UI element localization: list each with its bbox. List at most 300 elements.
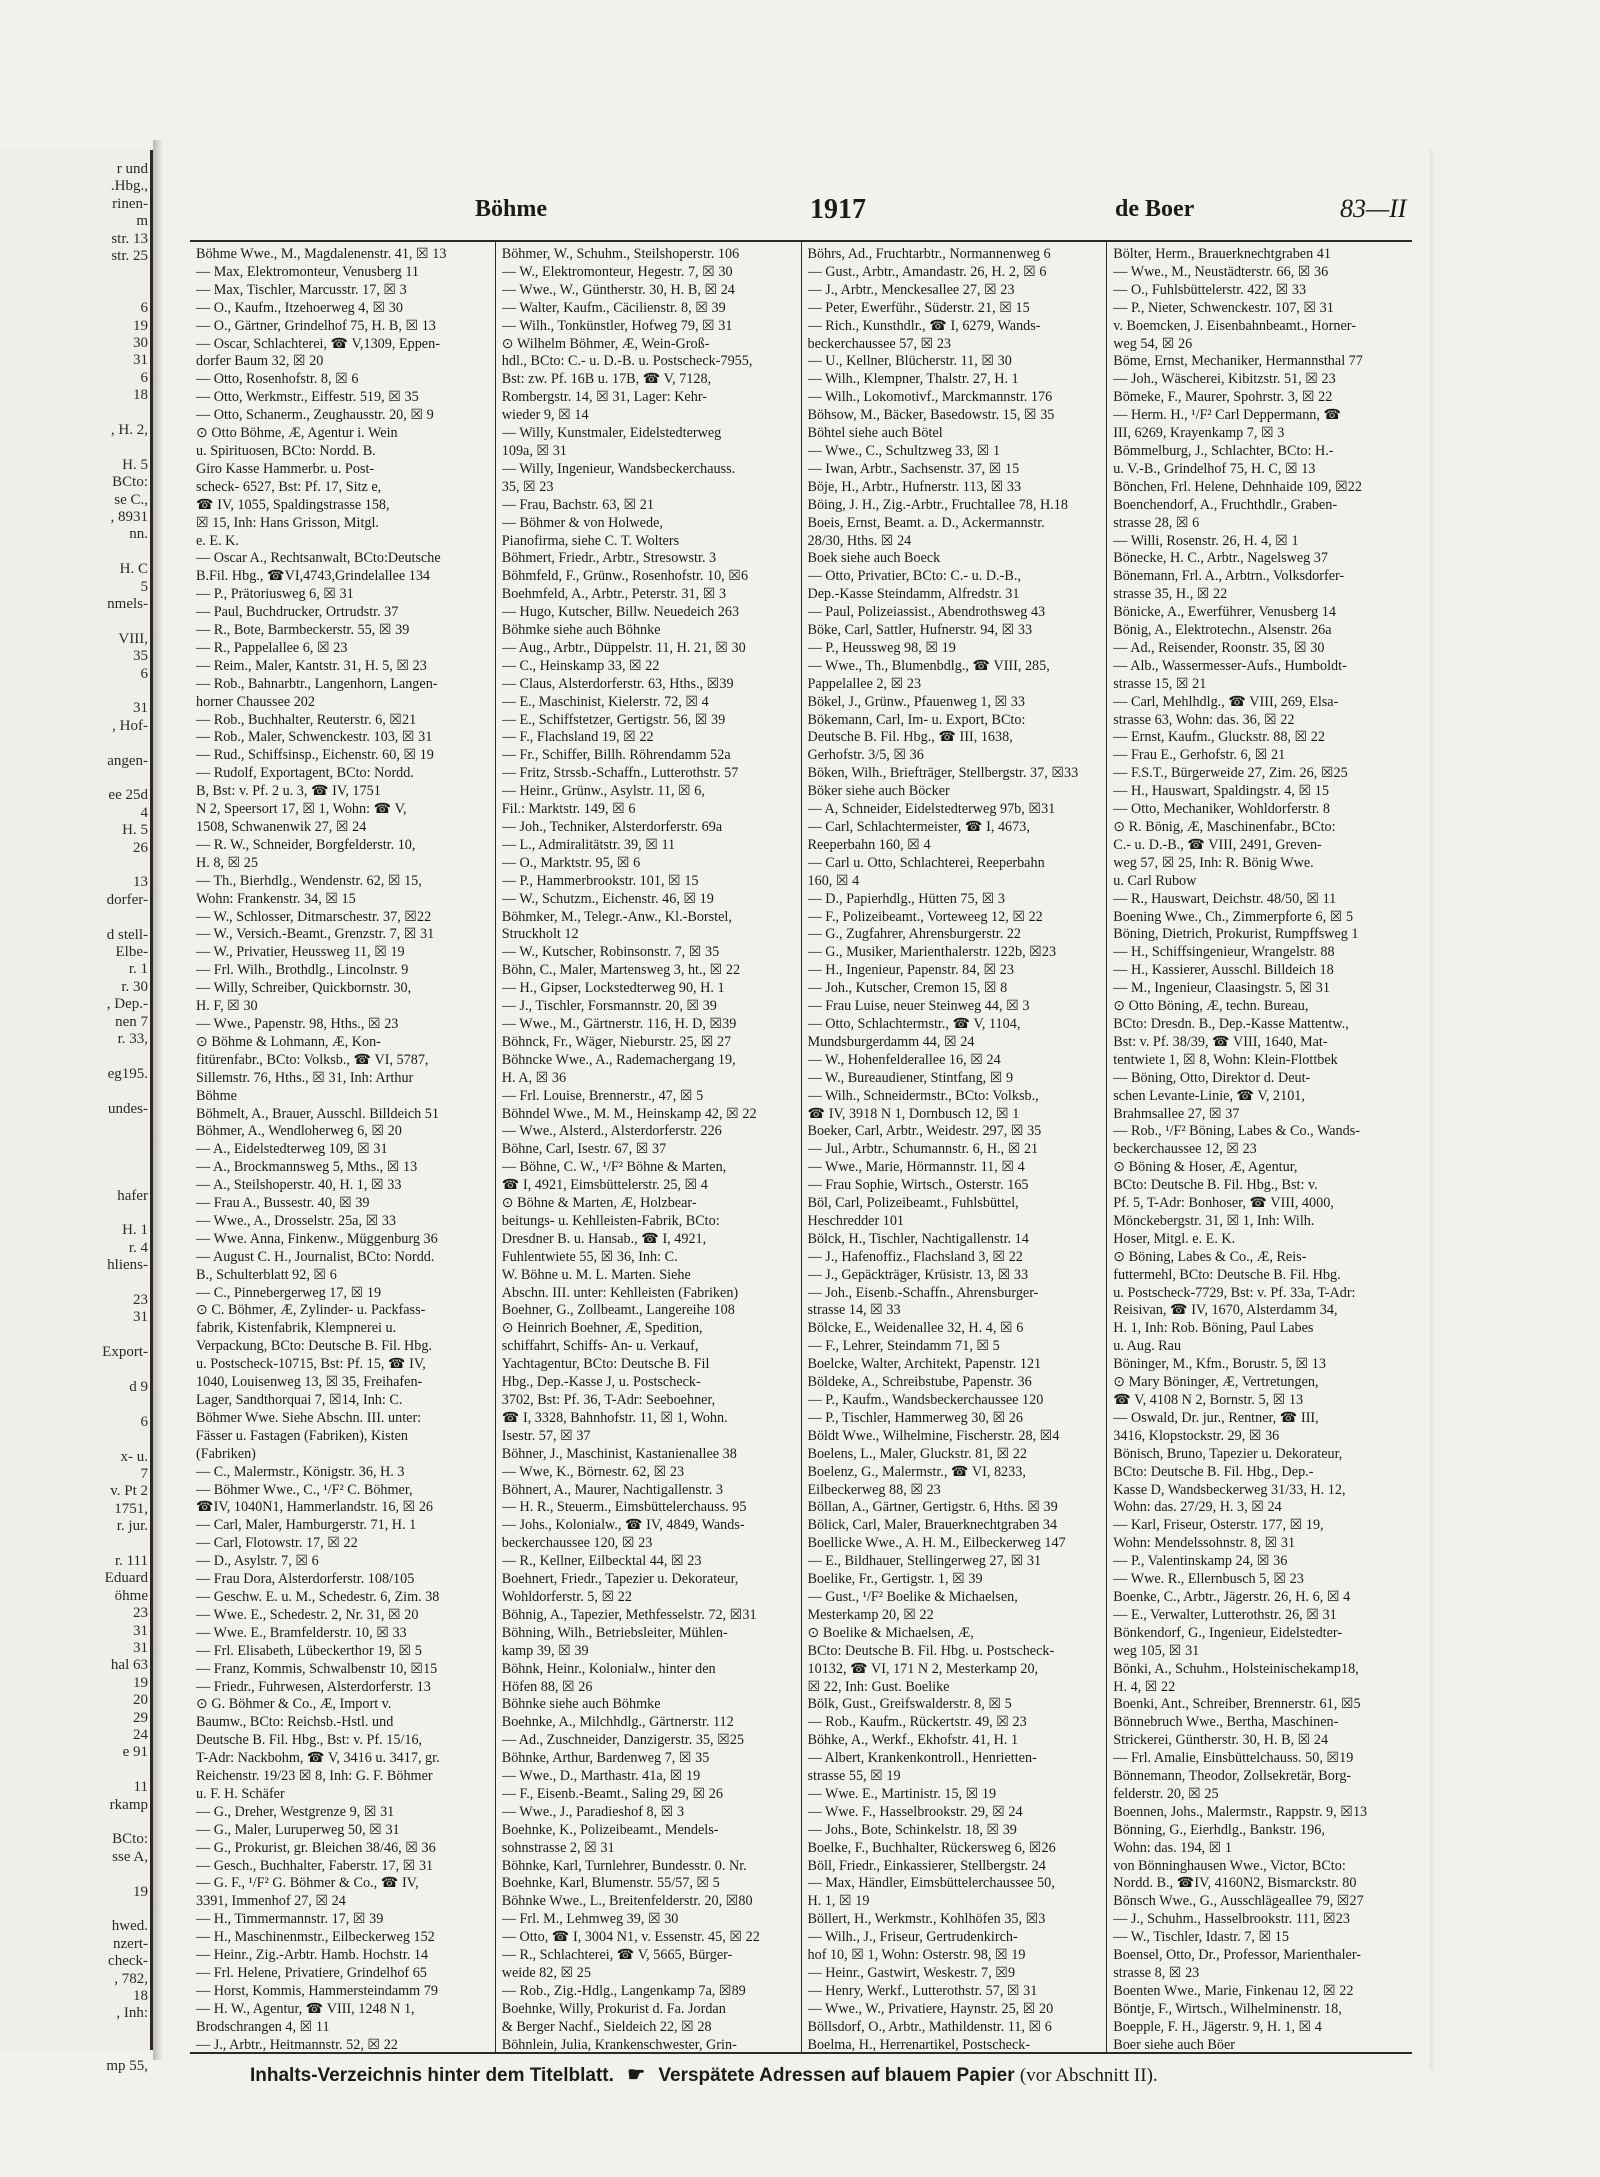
directory-entry: felderstr. 20, ☒ 25 [1113, 1785, 1219, 1802]
previous-page-fragment: 31 [133, 700, 148, 717]
directory-entry: — Reim., Maler, Kantstr. 31, H. 5, ☒ 23 [196, 657, 427, 674]
directory-entry: 160, ☒ 4 [807, 872, 860, 889]
directory-entry: Böhn, C., Maler, Martensweg 3, ht., ☒ 22 [501, 962, 741, 979]
pointing-hand-icon: ☛ [627, 2064, 646, 2086]
directory-entry: — Joh., Kutscher, Cremon 15, ☒ 8 [807, 980, 1008, 997]
previous-page-fragment: se C., [114, 491, 148, 508]
directory-entry: Rombergstr. 14, ☒ 31, Lager: Kehr- [501, 389, 707, 406]
directory-entry: — J., Tischler, Forsmannstr. 20, ☒ 39 [501, 998, 717, 1015]
directory-columns [190, 240, 1412, 2054]
directory-entry: Böhmker, M., Telegr.-Anw., Kl.-Borstel, [501, 908, 732, 925]
previous-page-fragment: 26 [133, 839, 148, 856]
directory-entry: ⊙ Otto Böning, Æ, techn. Bureau, [1113, 998, 1309, 1015]
directory-entry: v. Boemcken, J. Eisenbahnbeamt., Horner- [1113, 317, 1356, 334]
previous-page-fragment: H. 5 [122, 456, 148, 473]
directory-entry: — Hugo, Kutscher, Billw. Neuedeich 263 [501, 604, 740, 621]
directory-entry: III, 6269, Krayenkamp 7, ☒ 3 [1113, 425, 1285, 442]
directory-entry: — Rob., Bahnarbtr., Langenhorn, Langen- [196, 675, 438, 692]
directory-entry: — J., Arbtr., Menckesallee 27, ☒ 23 [807, 281, 1015, 298]
directory-entry: — Carl u. Otto, Schlachterei, Reeperbahn [807, 854, 1045, 871]
directory-entry: Bölter, Herm., Brauerknechtgraben 41 [1113, 246, 1331, 262]
previous-page-fragment: rkamp [109, 1796, 148, 1813]
directory-entry: — Max, Elektromonteur, Venusberg 11 [196, 263, 419, 280]
directory-entry: sohnstrasse 2, ☒ 31 [501, 1839, 615, 1856]
header-first-name: Böhme [475, 196, 547, 222]
directory-entry: — W., Schlosser, Ditmarschestr. 37, ☒22 [196, 908, 432, 925]
directory-entry: — Frl. Amalie, Einsbüttelchauss. 50, ☒19 [1113, 1750, 1354, 1767]
directory-entry: Bst: v. Pf. 38/39, ☎ VIII, 1640, Mat- [1113, 1033, 1328, 1050]
directory-entry: — E., Bildhauer, Stellingerweg 27, ☒ 31 [807, 1553, 1042, 1570]
directory-entry: Boennen, Johs., Malermstr., Rappstr. 9, ☒13 [1113, 1803, 1368, 1820]
directory-entry: — Th., Bierhdlg., Wendenstr. 62, ☒ 15, [196, 872, 422, 889]
previous-page-fragment: 13 [133, 874, 148, 891]
previous-page-fragment: VIII, [118, 630, 148, 647]
previous-page-fragment: dorfer- [106, 891, 148, 908]
directory-entry: u. Carl Rubow [1113, 872, 1197, 889]
directory-entry: — Wilh., J., Friseur, Gertrudenkirch- [807, 1929, 1018, 1946]
directory-entry: Boening Wwe., Ch., Zimmerpforte 6, ☒ 5 [1113, 908, 1354, 925]
directory-entry: Boehner, G., Zollbeamt., Langereihe 108 [501, 1302, 735, 1319]
directory-entry: — P., Hammerbrookstr. 101, ☒ 15 [501, 872, 699, 889]
directory-entry: tentwiete 1, ☒ 8, Wohn: Klein-Flottbek [1113, 1051, 1338, 1068]
directory-entry: — H., Kassierer, Ausschl. Billdeich 18 [1113, 962, 1334, 979]
directory-entry: Reeperbahn 160, ☒ 4 [807, 836, 931, 853]
directory-entry: — Albert, Krankenkontroll., Henrietten- [807, 1750, 1037, 1767]
previous-page-fragment: 6 [140, 369, 148, 386]
directory-entry: Brodschrangen 4, ☒ 11 [196, 2018, 330, 2035]
directory-entry: Boehnke, Willy, Prokurist d. Fa. Jordan [501, 2000, 726, 2017]
directory-entry: — Wwe., Alsterd., Alsterdorferstr. 226 [501, 1123, 722, 1140]
previous-page-fragment: 24 [133, 1727, 148, 1743]
directory-entry: N 2, Speersort 17, ☒ 1, Wohn: ☎ V, [196, 801, 407, 818]
directory-entry: Deutsche B. Fil. Hbg., Bst: v. Pf. 15/16, [196, 1732, 423, 1749]
directory-entry: Mesterkamp 20, ☒ 22 [807, 1606, 934, 1623]
previous-page-fragment: 19 [133, 1883, 148, 1900]
directory-entry: — Frau Luise, neuer Steinweg 44, ☒ 3 [807, 998, 1030, 1015]
directory-entry: — Heinr., Gastwirt, Weskestr. 7, ☒9 [807, 1965, 1016, 1981]
previous-page-fragment: 31 [133, 352, 148, 369]
directory-entry: Baumw., BCto: Reichsb.-Hstl. und [196, 1714, 394, 1731]
directory-entry: — Franz, Kommis, Schwalbenstr 10, ☒15 [196, 1660, 438, 1677]
previous-page-fragment: BCto: [112, 474, 148, 491]
directory-entry: wieder 9, ☒ 14 [501, 407, 589, 424]
previous-page-fragment: öhme [114, 1587, 148, 1604]
previous-page-fragment: H. C [119, 561, 148, 578]
previous-page-fragment: x- u. [120, 1448, 148, 1465]
directory-entry: ☎IV, 1040N1, Hammerlandstr. 16, ☒ 26 [196, 1499, 434, 1516]
directory-entry: Boehnke, A., Milchhdlg., Gärtnerstr. 112 [501, 1714, 734, 1731]
directory-entry: Boelcke, Walter, Architekt, Papenstr. 121 [807, 1356, 1042, 1373]
previous-page-fragment: r. 4 [128, 1239, 148, 1256]
directory-entry: — Henry, Werkf., Lutterothstr. 57, ☒ 31 [807, 1982, 1038, 1999]
directory-entry: — Johs., Bote, Schinkelstr. 18, ☒ 39 [807, 1821, 1017, 1838]
previous-page-fragment: 5 [140, 578, 148, 595]
directory-entry: — Peter, Ewerführ., Süderstr. 21, ☒ 15 [807, 299, 1030, 316]
directory-entry: beckerchaussee 120, ☒ 23 [501, 1535, 653, 1552]
directory-entry: Boenchendorf, A., Fruchthdlr., Graben- [1113, 496, 1338, 513]
previous-page-fragment: 19 [133, 1674, 148, 1691]
directory-entry: ⊙ Heinrich Boehner, Æ, Spedition, [501, 1320, 703, 1337]
directory-entry: Abschn. III. unter: Kehlleisten (Fabriken) [501, 1284, 739, 1301]
page-header [190, 196, 1410, 228]
directory-entry: — Rob., Buchhalter, Reuterstr. 6, ☒21 [196, 711, 417, 728]
directory-entry: — G., Maler, Luruperweg 50, ☒ 31 [196, 1821, 400, 1838]
directory-entry: C.- u. D.-B., ☎ VIII, 2491, Greven- [1113, 836, 1322, 853]
directory-entry: Dep.-Kasse Steindamm, Alfredstr. 31 [807, 586, 1020, 603]
directory-entry: Fässer u. Fastagen (Fabriken), Kisten [196, 1427, 408, 1444]
footer-late-addresses: Verspätete Adressen auf blauem Papier [658, 2065, 1015, 2086]
directory-entry: — Geschw. E. u. M., Schedestr. 6, Zim. 38 [196, 1588, 440, 1605]
directory-entry: — Willi, Rosenstr. 26, H. 4, ☒ 1 [1113, 532, 1299, 549]
previous-page-fragment: e 91 [122, 1744, 148, 1761]
directory-entry: Boelke, F., Buchhalter, Rückersweg 6, ☒26 [807, 1839, 1056, 1856]
directory-entry: Boenten Wwe., Marie, Finkenau 12, ☒ 22 [1113, 1982, 1354, 1999]
directory-entry: — E., Schiffstetzer, Gertigstr. 56, ☒ 39 [501, 711, 726, 728]
directory-entry: Böllert, H., Werkmstr., Kohlhöfen 35, ☒3 [807, 1911, 1046, 1928]
directory-entry: Fil.: Marktstr. 149, ☒ 6 [501, 801, 636, 818]
directory-entry: strasse 63, Wohn: das. 36, ☒ 22 [1113, 711, 1295, 728]
directory-entry: Hbg., Dep.-Kasse J, u. Postscheck- [501, 1374, 701, 1391]
directory-entry: — Frau, Bachstr. 63, ☒ 21 [501, 496, 654, 513]
directory-entry: Böhnig, A., Tapezier, Methfesselstr. 72, ☒31 [501, 1606, 757, 1623]
directory-entry: — Ad., Zuschneider, Danzigerstr. 35, ☒25 [501, 1732, 745, 1749]
directory-entry: — Iwan, Arbtr., Sachsenstr. 37, ☒ 15 [807, 460, 1020, 477]
previous-page-fragment: Elbe- [115, 944, 148, 960]
directory-entry: — E., Verwalter, Lutterothstr. 26, ☒ 31 [1113, 1606, 1337, 1623]
directory-entry: Bömeke, F., Maurer, Spohrstr. 3, ☒ 22 [1113, 389, 1333, 406]
directory-entry: — O., Marktstr. 95, ☒ 6 [501, 854, 641, 871]
directory-entry: futtermehl, BCto: Deutsche B. Fil. Hbg. [1113, 1266, 1341, 1283]
directory-entry: ☒ 15, Inh: Hans Grisson, Mitgl. [196, 514, 379, 531]
directory-entry: — U., Kellner, Blücherstr. 11, ☒ 30 [807, 353, 1012, 370]
directory-entry: — Fr., Schiffer, Billh. Röhrendamm 52a [501, 747, 731, 764]
directory-entry: Wohn: das. 194, ☒ 1 [1113, 1839, 1233, 1856]
directory-entry: — Willy, Schreiber, Quickbornstr. 30, [196, 980, 412, 997]
directory-entry: Heschredder 101 [807, 1212, 905, 1229]
directory-entry: — H., Ingenieur, Papenstr. 84, ☒ 23 [807, 962, 1014, 979]
directory-entry: Bönemann, Frl. A., Arbtrn., Volksdorfer- [1113, 568, 1345, 585]
header-last-name: de Boer [1115, 196, 1195, 222]
directory-entry: — Wwe. F., Hasselbrookstr. 29, ☒ 24 [807, 1803, 1023, 1820]
directory-entry: ⊙ Mary Böninger, Æ, Vertretungen, [1113, 1374, 1319, 1391]
directory-column-4 [1106, 242, 1412, 2052]
directory-entry: — Otto, Mechaniker, Wohldorferstr. 8 [1113, 801, 1330, 818]
directory-entry: Bönsch Wwe., G., Ausschlägeallee 79, ☒27 [1113, 1893, 1364, 1910]
directory-entry: horner Chaussee 202 [196, 693, 315, 710]
directory-entry: weg 105, ☒ 31 [1113, 1642, 1200, 1659]
directory-entry: Böldt Wwe., Wilhelmine, Fischerstr. 28, ☒4 [807, 1427, 1060, 1444]
directory-entry: — Wwe., Th., Blumenbdlg., ☎ VIII, 285, [807, 657, 1050, 674]
previous-page-fragment: ee 25d [108, 787, 148, 804]
previous-page-fragment: eg195. [107, 1065, 148, 1082]
directory-entry: kamp 39, ☒ 39 [501, 1642, 589, 1659]
directory-entry: — R., Kellner, Eilbecktal 44, ☒ 23 [501, 1553, 702, 1570]
directory-entry: H. A, ☒ 36 [501, 1069, 567, 1086]
directory-entry: Kasse D, Wandsbeckerweg 31/33, H. 12, [1113, 1481, 1346, 1498]
directory-entry: — J., Schuhm., Hasselbrookstr. 111, ☒23 [1113, 1911, 1350, 1928]
directory-entry: — F., Lehrer, Steindamm 71, ☒ 5 [807, 1338, 1000, 1355]
directory-entry: Eilbeckerweg 88, ☒ 23 [807, 1481, 941, 1498]
directory-entry: — Rud., Schiffsinsp., Eichenstr. 60, ☒ 19 [196, 747, 434, 764]
directory-entry: — Rob., Maler, Schwenckestr. 103, ☒ 31 [196, 729, 433, 746]
previous-page-fragment: nzert- [113, 1935, 148, 1952]
directory-entry: strasse 14, ☒ 33 [807, 1302, 901, 1319]
directory-entry: Böhmert, Friedr., Arbtr., Stresowstr. 3 [501, 550, 717, 567]
directory-entry: — R., Schlachterei, ☎ V, 5665, Bürger- [501, 1947, 733, 1964]
directory-entry: — R., Pappelallee 6, ☒ 23 [196, 639, 348, 656]
directory-entry: Dresdner B. u. Hansab., ☎ I, 4921, [501, 1230, 707, 1247]
previous-page-fragment: r. 1 [128, 961, 148, 978]
directory-entry: H. 1, ☒ 19 [807, 1893, 870, 1910]
previous-page-fragment: 29 [133, 1709, 148, 1726]
directory-entry: Hoser, Mitgl. e. E. K. [1113, 1230, 1236, 1247]
directory-entry: Böhnk, Heinr., Kolonialw., hinter den [501, 1660, 716, 1677]
previous-page-fragment: H. 1 [122, 1222, 148, 1239]
directory-entry: — Claus, Alsterdorferstr. 63, Hths., ☒39 [501, 675, 734, 692]
directory-entry: — Carl, Mehlhdlg., ☎ VIII, 269, Elsa- [1113, 693, 1339, 710]
directory-entry: — Ad., Reisender, Roonstr. 35, ☒ 30 [1113, 639, 1325, 656]
directory-entry: — L., Admiralitätstr. 39, ☒ 11 [501, 836, 676, 853]
directory-entry: — R., Hauswart, Deichstr. 48/50, ☒ 11 [1113, 890, 1337, 907]
directory-entry: — Joh., Techniker, Alsterdorferstr. 69a [501, 819, 723, 835]
directory-entry: — W., Hohenfelderallee 16, ☒ 24 [807, 1051, 1001, 1068]
directory-entry: 35, ☒ 23 [501, 478, 554, 495]
directory-entry: — Karl, Friseur, Osterstr. 177, ☒ 19, [1113, 1517, 1324, 1534]
directory-entry: ⊙ Böning, Labes & Co., Æ, Reis- [1113, 1248, 1307, 1265]
directory-entry: scheck- 6527, Bst: Pf. 17, Sitz e, [196, 478, 382, 495]
directory-entry: Böntje, F., Wirtsch., Wilhelminenstr. 18, [1113, 2000, 1342, 2017]
directory-entry: Bönicke, A., Ewerführer, Venusberg 14 [1113, 604, 1336, 621]
directory-entry: — Paul, Polizeiassist., Abendrothsweg 43 [807, 604, 1046, 621]
directory-entry: ⊙ Boelike & Michaelsen, Æ, [807, 1624, 974, 1641]
directory-entry: — F., Eisenb.-Beamt., Saling 29, ☒ 26 [501, 1785, 723, 1802]
previous-page-fragment: 19 [133, 317, 148, 334]
directory-entry: — W., Kutscher, Robinsonstr. 7, ☒ 35 [501, 944, 720, 961]
previous-page-fragment: nmels- [107, 596, 148, 612]
directory-entry: — Wwe., A., Drosselstr. 25a, ☒ 33 [196, 1212, 397, 1229]
footer-index-note: Inhalts-Verzeichnis hinter dem Titelblatt. [250, 2065, 614, 2086]
directory-entry: Böhmelt, A., Brauer, Ausschl. Billdeich 51 [196, 1105, 439, 1122]
previous-page-fragment: rinen- [112, 195, 148, 212]
directory-entry: — P., Nieter, Schwenckestr. 107, ☒ 31 [1113, 299, 1334, 316]
directory-entry: — A., Brockmannsweg 5, Mths., ☒ 13 [196, 1159, 418, 1176]
directory-entry: — Böning, Otto, Direktor d. Deut- [1113, 1069, 1311, 1086]
previous-page-fragment: 6 [140, 1413, 148, 1430]
previous-page-fragment: r. 111 [114, 1553, 148, 1569]
directory-entry: Boenki, Ant., Schreiber, Brennerstr. 61, ☒5 [1113, 1696, 1361, 1713]
directory-entry: — E., Maschinist, Kielerstr. 72, ☒ 4 [501, 693, 709, 710]
directory-entry: strasse 35, H., ☒ 22 [1113, 586, 1228, 603]
directory-entry: u. V.-B., Grindelhof 75, H. C, ☒ 13 [1113, 460, 1316, 477]
directory-entry: 1040, Louisenweg 13, ☒ 35, Freihafen- [196, 1374, 423, 1391]
directory-entry: — F., Polizeibeamt., Vorteweeg 12, ☒ 22 [807, 908, 1043, 925]
previous-page-fragment: nn. [129, 526, 148, 543]
directory-entry: — C., Malermstr., Königstr. 36, H. 3 [196, 1463, 405, 1480]
directory-entry: Böker siehe auch Böcker [807, 783, 950, 800]
directory-entry: Bölick, Carl, Maler, Brauerknechtgraben 34 [807, 1517, 1058, 1534]
previous-page-fragment: 35 [133, 648, 148, 665]
directory-entry: Pappelallee 2, ☒ 23 [807, 675, 922, 692]
directory-entry: u. F. H. Schäfer [196, 1785, 285, 1802]
directory-entry: Böhmer, A., Wendloherweg 6, ☒ 20 [196, 1123, 402, 1140]
previous-page-fragment: nen 7 [115, 1013, 148, 1030]
directory-entry: — Joh., Eisenb.-Schaffn., Ahrensburger- [807, 1284, 1039, 1301]
directory-entry: — W., Tischler, Idastr. 7, ☒ 15 [1113, 1929, 1289, 1946]
directory-entry: Boer siehe auch Böer [1113, 2036, 1235, 2052]
directory-entry: Bölck, H., Tischler, Nachtigallenstr. 14 [807, 1230, 1029, 1247]
directory-entry: Böhndel Wwe., M. M., Heinskamp 42, ☒ 22 [501, 1105, 757, 1122]
previous-page-fragment: BCto: [112, 1831, 148, 1848]
directory-entry: H. 1, Inh: Rob. Böning, Paul Labes [1113, 1320, 1314, 1337]
directory-entry: — O., Fuhlsbüttelerstr. 422, ☒ 33 [1113, 281, 1307, 298]
directory-entry: — A, Schneider, Eidelstedterweg 97b, ☒31 [807, 801, 1056, 818]
directory-entry: — Oscar, Schlachterei, ☎ V,1309, Eppen- [196, 335, 440, 352]
directory-entry: Böje, H., Arbtr., Hufnerstr. 113, ☒ 33 [807, 478, 1022, 495]
directory-entry: — Wwe., J., Paradieshof 8, ☒ 3 [501, 1803, 685, 1820]
directory-entry: Böhnert, A., Maurer, Nachtigallenstr. 3 [501, 1481, 724, 1498]
directory-entry: Böhnke Wwe., L., Breitenfelderstr. 20, ☒80 [501, 1893, 753, 1910]
directory-entry: — Wwe. E., Bramfelderstr. 10, ☒ 33 [196, 1624, 407, 1641]
directory-entry: — Max, Tischler, Marcusstr. 17, ☒ 3 [196, 281, 407, 298]
directory-entry: — Otto, Privatier, BCto: C.- u. D.-B., [807, 568, 1021, 585]
directory-entry: — Max, Händler, Eimsbüttelerchaussee 50, [807, 1875, 1055, 1892]
previous-page-fragment: 18 [133, 1988, 148, 2004]
directory-entry: Böme, Ernst, Mechaniker, Hermannsthal 77 [1113, 353, 1363, 370]
directory-entry: — Horst, Kommis, Hammersteindamm 79 [196, 1982, 438, 1999]
directory-entry: Böninger, M., Kfm., Borustr. 5, ☒ 13 [1113, 1356, 1326, 1373]
directory-entry: — Otto, ☎ I, 3004 N1, v. Essenstr. 45, ☒ 22 [501, 1929, 760, 1946]
previous-page-fragment: , 782, [114, 1970, 148, 1987]
directory-entry: Bönkendorf, G., Ingenieur, Eidelstedter- [1113, 1624, 1343, 1641]
directory-entry: Wohn: das. 27/29, H. 3, ☒ 24 [1113, 1499, 1282, 1516]
directory-entry: fitürenfabr., BCto: Volksb., ☎ VI, 5787, [196, 1051, 429, 1068]
directory-entry: strasse 15, ☒ 21 [1113, 675, 1207, 692]
previous-page-fragment: hliens- [107, 1257, 148, 1274]
directory-entry: Böhmfeld, F., Grünw., Rosenhofstr. 10, ☒6 [501, 568, 749, 585]
previous-page-fragment: , 8931 [110, 509, 148, 525]
previous-page-edge [0, 150, 153, 2074]
directory-entry: Mundsburgerdamm 44, ☒ 24 [807, 1033, 975, 1050]
directory-entry: Böhme Wwe., M., Magdalenenstr. 41, ☒ 13 [196, 246, 447, 262]
directory-entry: — Johs., Kolonialw., ☎ IV, 4849, Wands- [501, 1517, 745, 1534]
directory-entry: — P., Heussweg 98, ☒ 19 [807, 639, 956, 656]
directory-entry: Wohn: Mendelssohnstr. 8, ☒ 31 [1113, 1535, 1296, 1552]
directory-entry: — Carl, Schlachtermeister, ☎ I, 4673, [807, 819, 1030, 835]
directory-entry: Verpackung, BCto: Deutsche B. Fil. Hbg. [196, 1338, 433, 1355]
directory-entry: — Gust., ¹/F² Boelike & Michaelsen, [807, 1588, 1018, 1605]
previous-page-fragment: hal 63 [110, 1657, 148, 1674]
directory-entry: Fuhlentwiete 55, ☒ 36, Inh: C. [501, 1248, 678, 1265]
directory-entry: — R., Bote, Barmbeckerstr. 55, ☒ 39 [196, 622, 410, 639]
previous-page-fragment: 31 [133, 1309, 148, 1326]
directory-entry: — G., Musiker, Marienthalerstr. 122b, ☒23 [807, 944, 1057, 961]
directory-entry: — Frl. Helene, Privatiere, Grindelhof 65 [196, 1965, 427, 1981]
directory-column-2 [495, 242, 801, 2052]
directory-entry: Böhnlein, Julia, Krankenschwester, Grin- [501, 2036, 737, 2052]
directory-entry: weg 57, ☒ 25, Inh: R. Bönig Wwe. [1113, 854, 1314, 871]
directory-entry: 109a, ☒ 31 [501, 442, 567, 459]
directory-entry: — Wwe., Papenstr. 98, Hths., ☒ 23 [196, 1015, 399, 1032]
directory-entry: — Böhne, C. W., ¹/F² Böhne & Marten, [501, 1159, 727, 1176]
directory-entry: B., Schulterblatt 92, ☒ 6 [196, 1266, 337, 1283]
directory-entry: Bölk, Gust., Greifswalderstr. 8, ☒ 5 [807, 1696, 1012, 1713]
directory-entry: — F., Flachsland 19, ☒ 22 [501, 729, 654, 746]
directory-entry: — C., Pinnebergerweg 17, ☒ 19 [196, 1284, 382, 1301]
directory-entry: Boensel, Otto, Dr., Professor, Marienthaler- [1113, 1947, 1362, 1964]
directory-entry: Giro Kasse Hammerbr. u. Post- [196, 460, 375, 477]
directory-entry: Bönchen, Frl. Helene, Dehnhaide 109, ☒22 [1113, 478, 1362, 495]
previous-page-fragment: mp 55, [106, 2057, 148, 2074]
previous-page-fragment: sse A, [112, 1848, 148, 1865]
directory-entry: Boelike, Fr., Gertigstr. 1, ☒ 39 [807, 1571, 983, 1588]
directory-entry: — Wwe. R., Ellernbusch 5, ☒ 23 [1113, 1571, 1304, 1588]
previous-page-fragment: str. 25 [111, 248, 148, 264]
directory-entry: Bölcke, E., Weidenallee 32, H. 4, ☒ 6 [807, 1320, 1024, 1337]
directory-entry: Böhmke siehe auch Böhnke [501, 622, 661, 639]
directory-entry: B.Fil. Hbg., ☎VI,4743,Grindelallee 134 [196, 568, 431, 585]
directory-entry: — Otto, Werkmstr., Eiffestr. 519, ☒ 35 [196, 389, 419, 406]
directory-entry: Böhnke siehe auch Böhmke [501, 1696, 661, 1713]
previous-page-fragment: 4 [140, 804, 148, 821]
directory-entry: — Frau A., Bussestr. 40, ☒ 39 [196, 1195, 370, 1212]
directory-entry: — Rob., ¹/F² Böning, Labes & Co., Wands- [1113, 1123, 1360, 1140]
directory-entry: — Wwe., M., Gärtnerstr. 116, H. D, ☒39 [501, 1015, 737, 1032]
previous-page-fragment: 30 [133, 335, 148, 351]
directory-entry: — Wwe., Marie, Hörmannstr. 11, ☒ 4 [807, 1159, 1025, 1176]
directory-entry: — Frl. Elisabeth, Lübeckerthor 19, ☒ 5 [196, 1642, 422, 1659]
directory-entry: — H. R., Steuerm., Eimsbüttelerchauss. 95 [501, 1499, 747, 1516]
directory-entry: Böke, Carl, Sattler, Hufnerstr. 94, ☒ 33 [807, 622, 1033, 639]
previous-page-fragment: 6 [140, 665, 148, 682]
previous-page-fragment: angen- [107, 752, 148, 769]
directory-entry: Böl, Carl, Polizeibeamt., Fuhlsbüttel, [807, 1195, 1019, 1212]
directory-column-1 [190, 242, 495, 2052]
directory-entry: ⊙ R. Bönig, Æ, Maschinenfabr., BCto: [1113, 819, 1336, 835]
directory-entry: Böhmer, W., Schuhm., Steilshoperstr. 106 [501, 246, 740, 262]
directory-entry: — G., Zugfahrer, Ahrensburgerstr. 22 [807, 926, 1022, 943]
directory-entry: Böhme [196, 1087, 237, 1104]
directory-entry: BCto: Dresdn. B., Dep.-Kasse Mattentw., [1113, 1015, 1349, 1032]
previous-page-fragment: 18 [133, 387, 148, 404]
directory-entry: — O., Kaufm., Itzehoerweg 4, ☒ 30 [196, 299, 403, 316]
directory-entry: — Otto, Rosenhofstr. 8, ☒ 6 [196, 371, 359, 388]
previous-page-fragment: 11 [133, 1779, 148, 1796]
previous-page-fragment: 1751, [114, 1500, 148, 1517]
directory-entry: Bönisch, Bruno, Tapezier u. Dekorateur, [1113, 1445, 1343, 1462]
directory-entry: beckerchaussee 57, ☒ 23 [807, 335, 952, 352]
directory-entry: — Frau E., Gerhofstr. 6, ☒ 21 [1113, 747, 1286, 764]
directory-entry: — Gust., Arbtr., Amandastr. 26, H. 2, ☒ 6 [807, 263, 1047, 280]
previous-page-fragment: , Hof- [112, 717, 148, 734]
directory-entry: ☎ IV, 3918 N 1, Dornbusch 12, ☒ 1 [807, 1105, 1020, 1122]
directory-entry: Böllan, A., Gärtner, Gertigstr. 6, Hths. ☒ 39 [807, 1499, 1058, 1516]
book-gutter [153, 140, 163, 2060]
directory-entry: — Otto, Schanerm., Zeughausstr. 20, ☒ 9 [196, 407, 434, 424]
directory-entry: Sillemstr. 76, Hths., ☒ 31, Inh: Arthur [196, 1069, 414, 1086]
footer-section-note: (vor Abschnitt II). [1019, 2065, 1158, 2086]
directory-entry: Bönig, A., Elektrotechn., Alsenstr. 26a [1113, 622, 1332, 639]
directory-entry: — Gesch., Buchhalter, Faberstr. 17, ☒ 31 [196, 1857, 434, 1874]
directory-entry: beitungs- u. Kehlleisten-Fabrik, BCto: [501, 1212, 720, 1229]
previous-page-fragment: d stell- [106, 926, 148, 943]
directory-entry: — D., Papierhdlg., Hütten 75, ☒ 3 [807, 890, 1006, 907]
previous-page-fragment: r. jur. [116, 1518, 148, 1535]
directory-entry: — H., Hauswart, Spaldingstr. 4, ☒ 15 [1113, 783, 1329, 800]
directory-entry: Mönckebergstr. 31, ☒ 1, Inh: Wilh. [1113, 1212, 1315, 1229]
directory-entry: — J., Gepäckträger, Krüsistr. 13, ☒ 33 [807, 1266, 1029, 1283]
directory-entry: T-Adr: Nackbohm, ☎ V, 3416 u. 3417, gr. [196, 1750, 440, 1767]
directory-entry: B, Bst: v. Pf. 2 u. 3, ☎ IV, 1751 [196, 783, 381, 800]
